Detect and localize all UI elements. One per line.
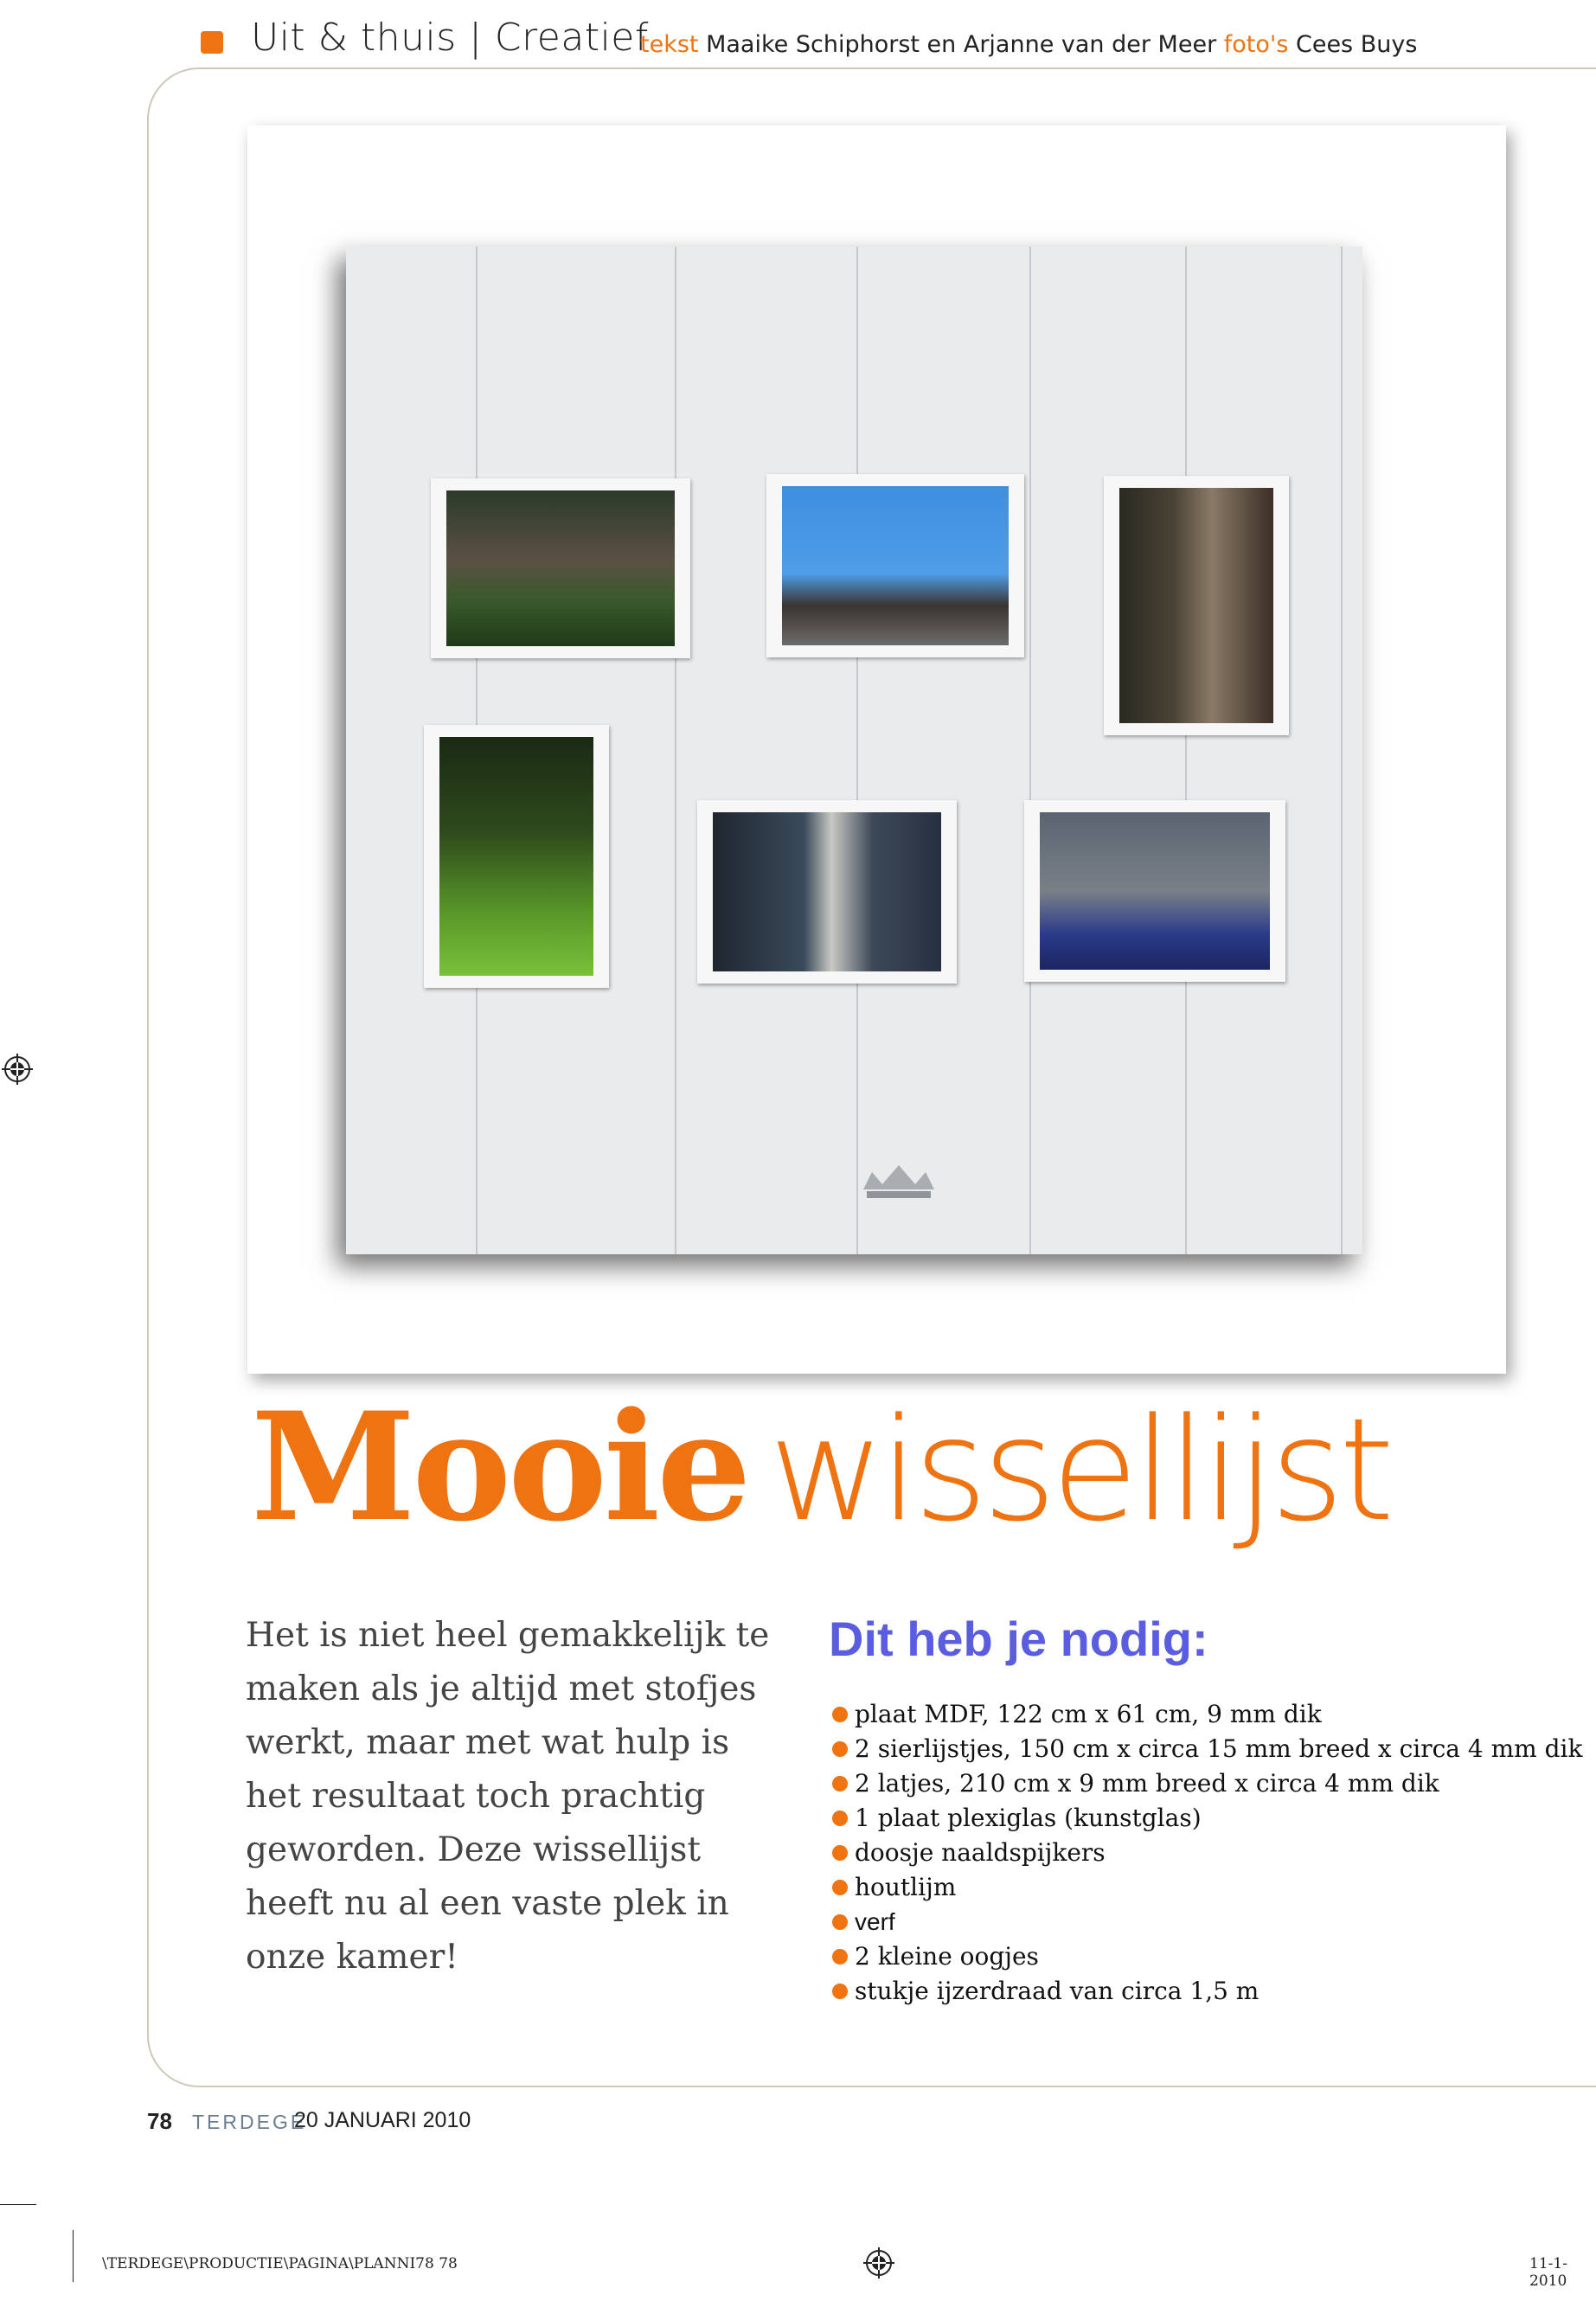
registration-mark-icon — [863, 2247, 894, 2279]
materials-list — [832, 1697, 1582, 2009]
section-title: Uit & thuis | Creatief — [251, 16, 649, 60]
bullet-dot-icon — [832, 1811, 848, 1826]
photo-frame-2 — [766, 474, 1024, 657]
title-thin: wissellijst — [768, 1388, 1390, 1553]
page-number: 78 — [147, 2108, 172, 2134]
photo-frame-6 — [1024, 800, 1285, 982]
list-item: plaat MDF, 122 cm x 61 cm, 9 mm dik — [832, 1697, 1582, 1732]
bullet-dot-icon — [832, 1984, 848, 1999]
list-item: 2 kleine oogjes — [832, 1939, 1582, 1974]
photographer: Cees Buys — [1295, 31, 1418, 58]
list-item: houtlijm — [832, 1870, 1582, 1905]
title-bold: Mooie — [251, 1379, 748, 1554]
page-title — [251, 1379, 1390, 1554]
bullet-dot-icon — [832, 1707, 848, 1722]
authors: Maaike Schiphorst en Arjanne van der Meer — [706, 31, 1217, 58]
intro-paragraph: Het is niet heel gemakkelijk te maken als je altijd met stofjes werkt, maar met wat hulp is het resultaat toch prachtig geworden. Deze wissellijst heeft nu al een vaste plek in onze kamer! — [246, 1616, 770, 1977]
bullet-dot-icon — [832, 1741, 848, 1757]
section-marker-square — [201, 31, 223, 54]
photo-frame-4 — [424, 725, 609, 988]
list-item: doosje naaldspijkers — [832, 1836, 1582, 1870]
crop-mark — [0, 2204, 36, 2205]
list-item: verf — [832, 1905, 1582, 1939]
credits — [640, 31, 1417, 58]
main-photo — [247, 125, 1506, 1374]
list-item: 2 sierlijstjes, 150 cm x circa 15 mm breed x circa 4 mm dik — [832, 1732, 1582, 1766]
photo-frame-3 — [1104, 476, 1289, 735]
bullet-dot-icon — [832, 1776, 848, 1791]
crown-logo-icon — [860, 1163, 938, 1202]
slug-path: \TERDEGE\PRODUCTIE\PAGINA\PLANNI78 78 — [102, 2255, 458, 2272]
photo-board — [346, 247, 1362, 1254]
magazine-name: TERDEGE — [192, 2111, 307, 2133]
issue-date: 20 JANUARI 2010 — [294, 2108, 471, 2132]
photo-credit-label: foto's — [1223, 31, 1289, 58]
slug-date: 11-1-2010 — [1529, 2255, 1567, 2290]
bullet-dot-icon — [832, 1880, 848, 1895]
bullet-dot-icon — [832, 1914, 848, 1930]
list-item: stukje ijzerdraad van circa 1,5 m — [832, 1974, 1582, 2009]
list-item: 1 plaat plexiglas (kunstglas) — [832, 1801, 1582, 1836]
crop-mark — [73, 2230, 74, 2282]
registration-mark-icon — [2, 1054, 33, 1085]
bullet-dot-icon — [832, 1845, 848, 1861]
materials-heading: Dit heb je nodig: — [829, 1612, 1208, 1666]
bullet-dot-icon — [832, 1949, 848, 1965]
photo-frame-1 — [431, 478, 690, 658]
photo-frame-5 — [697, 800, 957, 984]
text-credit-label: tekst — [640, 31, 699, 58]
list-item: 2 latjes, 210 cm x 9 mm breed x circa 4 mm dik — [832, 1766, 1582, 1801]
